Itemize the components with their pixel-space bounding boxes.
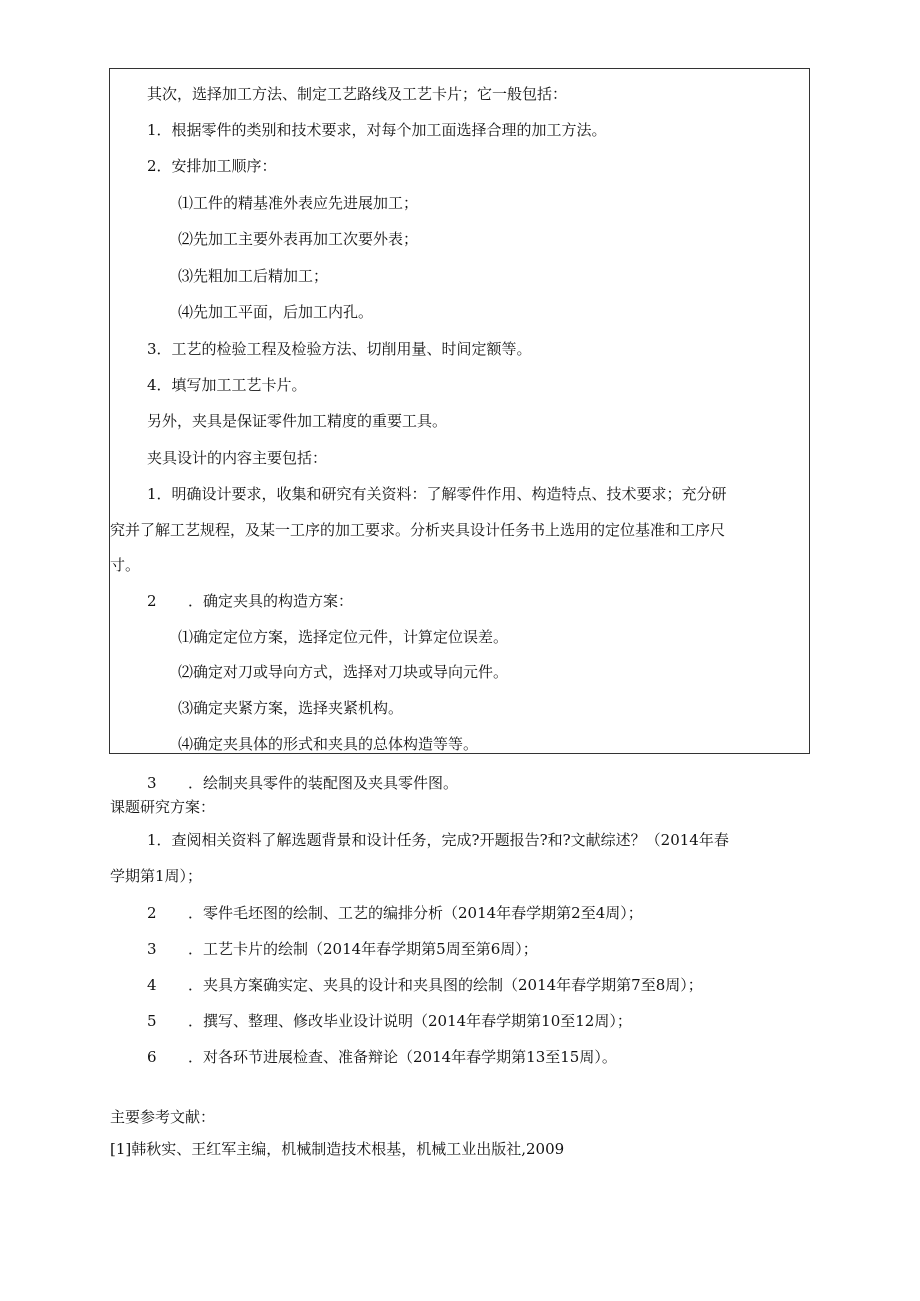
references-heading: 主要参考文献： <box>110 1108 216 1126</box>
fixture-step-2a: ⑴确定定位方案，选择定位元件，计算定位误差。 <box>178 628 509 646</box>
fixture-step-3-number: 3 <box>147 774 157 792</box>
step-2: 2．安排加工顺序： <box>147 157 277 175</box>
plan-item-3-number: 3 <box>147 940 157 958</box>
tool-note: 另外，夹具是保证零件加工精度的重要工具。 <box>147 412 448 430</box>
fixture-step-2b: ⑵确定对刀或导向方式，选择对刀块或导向元件。 <box>178 663 509 681</box>
fixture-step-2-number: 2 <box>147 592 157 610</box>
plan-item-3-text: ．工艺卡片的绘制（2014年春学期第5周至第6周）； <box>188 940 538 958</box>
plan-item-6-text: ．对各环节进展检查、准备辩论（2014年春学期第13至15周）。 <box>188 1048 617 1066</box>
reference-1: [1]韩秋实、王红军主编，机械制造技术根基，机械工业出版社,2009 <box>110 1140 565 1158</box>
plan-item-2-number: 2 <box>147 904 157 922</box>
fixture-step-1-line-2: 究并了解工艺规程，及某一工序的加工要求。分析夹具设计任务书上选用的定位基准和工序尺 <box>110 521 726 539</box>
fixture-step-2-text: ．确定夹具的构造方案： <box>188 592 354 610</box>
plan-item-4-text: ．夹具方案确实定、夹具的设计和夹具图的绘制（2014年春学期第7至8周）； <box>188 976 703 994</box>
plan-item-5-text: ．撰写、整理、修改毕业设计说明（2014年春学期第10至12周）； <box>188 1012 632 1030</box>
plan-heading: 课题研究方案： <box>110 798 216 816</box>
plan-item-4-number: 4 <box>147 976 157 994</box>
fixture-intro: 夹具设计的内容主要包括： <box>147 449 328 467</box>
plan-item-6-number: 6 <box>147 1048 157 1066</box>
fixture-step-2c: ⑶确定夹紧方案，选择夹紧机构。 <box>178 699 404 717</box>
step-2b: ⑵先加工主要外表再加工次要外表； <box>178 230 419 248</box>
fixture-step-3-text: ．绘制夹具零件的装配图及夹具零件图。 <box>188 774 459 792</box>
step-2a: ⑴工件的精基准外表应先进展加工； <box>178 194 419 212</box>
step-2c: ⑶先粗加工后精加工； <box>178 267 329 285</box>
intro-text: 其次，选择加工方法、制定工艺路线及工艺卡片；它一般包括： <box>147 85 568 103</box>
plan-item-5-number: 5 <box>147 1012 157 1030</box>
plan-item-2-text: ．零件毛坯图的绘制、工艺的编排分析（2014年春学期第2至4周）； <box>188 904 643 922</box>
plan-item-1-line-2: 学期第1周）； <box>110 867 203 885</box>
step-1: 1．根据零件的类别和技术要求，对每个加工面选择合理的加工方法。 <box>147 121 607 139</box>
plan-item-1-line-1: 1．查阅相关资料了解选题背景和设计任务，完成?开题报告?和?文献综述？（2014年春 <box>147 831 729 849</box>
fixture-step-2d: ⑷确定夹具体的形式和夹具的总体构造等等。 <box>178 735 479 753</box>
step-3: 3．工艺的检验工程及检验方法、切削用量、时间定额等。 <box>147 340 532 358</box>
fixture-step-1-line-1: 1．明确设计要求，收集和研究有关资料：了解零件作用、构造特点、技术要求；充分研 <box>147 485 727 503</box>
step-2d: ⑷先加工平面，后加工内孔。 <box>178 303 374 321</box>
fixture-step-1-line-3: 寸。 <box>110 556 141 574</box>
step-4: 4．填写加工工艺卡片。 <box>147 376 307 394</box>
